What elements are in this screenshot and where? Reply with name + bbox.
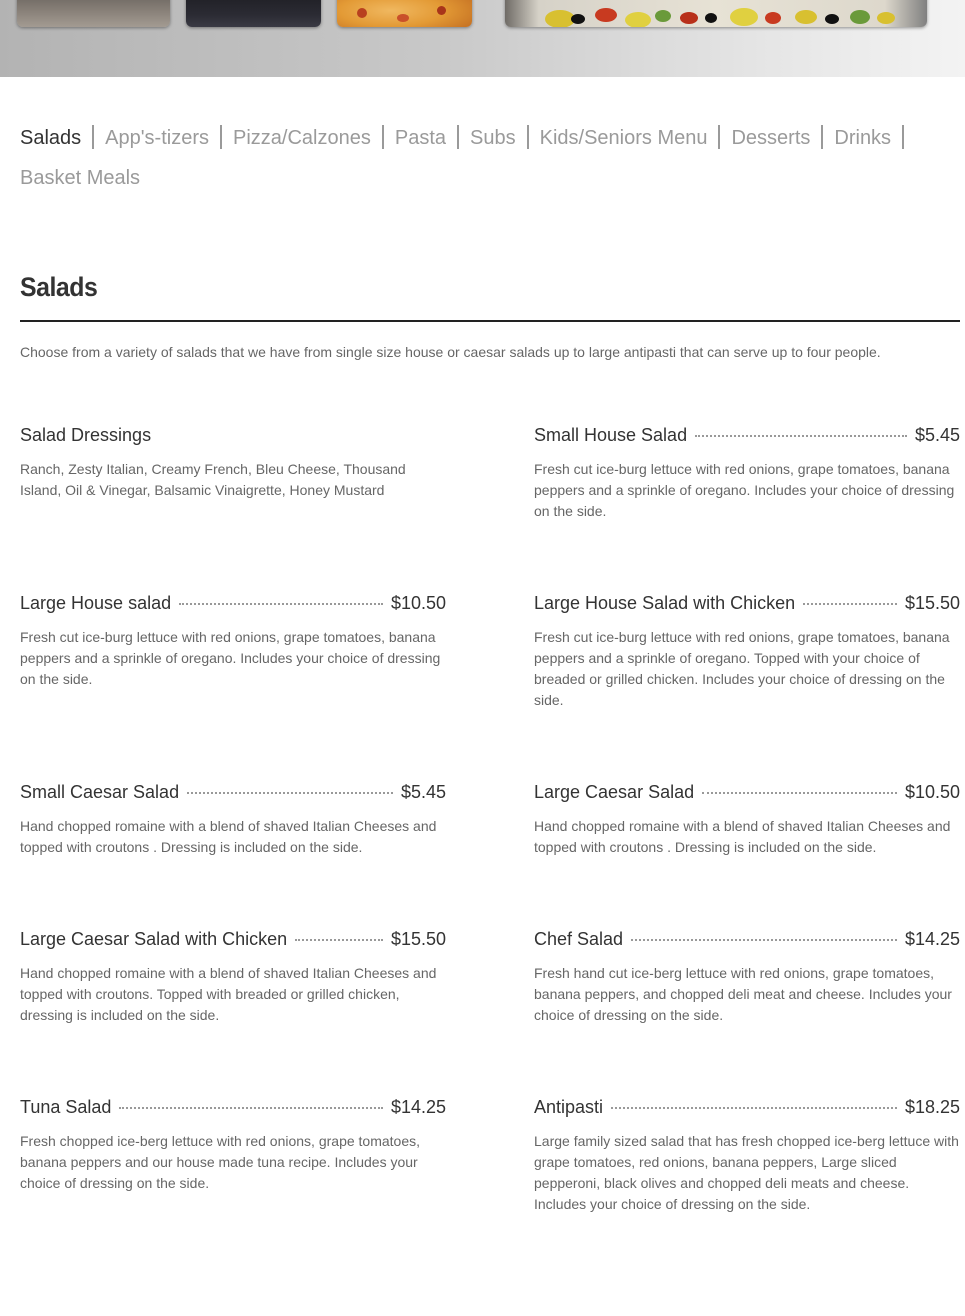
menu-item: [20, 782, 446, 858]
nav-item-pizza-calzones[interactable]: Pizza/Calzones: [233, 127, 371, 149]
gallery-image[interactable]: [186, 0, 321, 27]
nav-item-appetizers[interactable]: App's-tizers: [105, 127, 210, 149]
gallery-image[interactable]: [17, 0, 170, 27]
dot-leader: [119, 1107, 383, 1109]
nav-separator: [457, 125, 459, 149]
menu-item: [20, 425, 446, 501]
menu-item-description: Fresh chopped ice-berg lettuce with red onions, grape tomatoes, banana peppers and our house made tuna recipe. Includes your choice of dressing on the side.: [20, 1133, 421, 1191]
menu-item-name: Small Caesar Salad: [20, 782, 180, 802]
nav-item-salads[interactable]: Salads: [20, 127, 82, 149]
menu-item-price: $14.25: [390, 1097, 446, 1117]
menu-item-name: Large House Salad with Chicken: [534, 593, 796, 613]
menu-item: [534, 593, 960, 711]
menu-item: [20, 593, 446, 690]
menu-item-description: Ranch, Zesty Italian, Creamy French, Bleu Cheese, Thousand Island, Oil & Vinegar, Balsamic Vinaigrette, Honey Mustard: [20, 461, 406, 498]
menu-item-name: Salad Dressings: [20, 425, 152, 445]
menu-item-description: Hand chopped romaine with a blend of shaved Italian Cheeses and topped with croutons . Dressing is included on the side.: [20, 818, 437, 855]
menu-item-price: $5.45: [914, 425, 960, 445]
dot-leader: [702, 792, 897, 794]
dot-leader: [803, 603, 897, 605]
dot-leader: [631, 939, 897, 941]
menu-item: [534, 1097, 960, 1215]
menu-item-description: Fresh cut ice-burg lettuce with red onions, grape tomatoes, banana peppers and a sprinkle of oregano. Includes your choice of dressing on the side.: [534, 461, 955, 519]
gallery-image[interactable]: [505, 0, 927, 27]
menu-item: [534, 929, 960, 1026]
menu-item-description: Fresh cut ice-burg lettuce with red onions, grape tomatoes, banana peppers and a sprinkle of oregano. Includes your choice of dressing on the side.: [20, 629, 441, 687]
menu-item-name: Large Caesar Salad with Chicken: [20, 929, 288, 949]
menu-item-price: $15.50: [390, 929, 446, 949]
nav-separator: [821, 125, 823, 149]
gallery-image[interactable]: [337, 0, 472, 27]
dot-leader: [295, 939, 383, 941]
menu-item-description: Fresh cut ice-burg lettuce with red onions, grape tomatoes, banana peppers and a sprinkle of oregano. Topped with your choice of breaded or grilled chicken. Includes your choice of dressing on the side.: [534, 629, 950, 708]
menu-category-nav: [20, 118, 920, 198]
menu-item-description: Large family sized salad that has fresh chopped ice-berg lettuce with grape tomatoes, red onions, banana peppers, Large sliced pepperoni, black olives and chopped deli meats and cheese. Includes your choice of dressing on the side.: [534, 1133, 959, 1212]
menu-item-name: Large House salad: [20, 593, 172, 613]
menu-item-price: $14.25: [904, 929, 960, 949]
nav-separator: [902, 125, 904, 149]
section-divider: [20, 320, 960, 322]
menu-item-description: Hand chopped romaine with a blend of shaved Italian Cheeses and topped with croutons . Dressing is included on the side.: [534, 818, 951, 855]
section-description: Choose from a variety of salads that we have from single size house or caesar salads up to large antipasti that can serve up to four people.: [20, 344, 881, 360]
nav-item-basket-meals[interactable]: Basket Meals: [20, 167, 141, 189]
menu-item-price: $10.50: [904, 782, 960, 802]
nav-separator: [92, 125, 94, 149]
nav-item-kids-seniors[interactable]: Kids/Seniors Menu: [539, 127, 708, 149]
menu-item-price: $15.50: [904, 593, 960, 613]
menu-item-description: Hand chopped romaine with a blend of shaved Italian Cheeses and topped with croutons. Topped with breaded or grilled chicken, dressing is included on the side.: [20, 965, 437, 1023]
nav-item-pasta[interactable]: Pasta: [394, 127, 447, 149]
nav-item-desserts[interactable]: Desserts: [731, 127, 811, 149]
nav-item-drinks[interactable]: Drinks: [834, 127, 892, 149]
section-title: Salads: [20, 272, 98, 302]
menu-item-name: Tuna Salad: [20, 1097, 112, 1117]
menu-item: [534, 782, 960, 858]
nav-separator: [718, 125, 720, 149]
dot-leader: [611, 1107, 897, 1109]
dot-leader: [179, 603, 383, 605]
menu-item: [534, 425, 960, 522]
nav-item-subs[interactable]: Subs: [470, 127, 516, 149]
menu-item-name: Large Caesar Salad: [534, 782, 695, 802]
nav-separator: [382, 125, 384, 149]
menu-item: [20, 1097, 446, 1194]
menu-item-price: $18.25: [904, 1097, 960, 1117]
dot-leader: [695, 435, 907, 437]
menu-item-price: $5.45: [400, 782, 446, 802]
dot-leader: [187, 792, 393, 794]
hero-banner: [0, 0, 965, 77]
nav-separator: [220, 125, 222, 149]
menu-item-name: Small House Salad: [534, 425, 688, 445]
menu-item-name: Antipasti: [534, 1097, 604, 1117]
menu-item-name: Chef Salad: [534, 929, 624, 949]
menu-item: [20, 929, 446, 1026]
menu-item-description: Fresh hand cut ice-berg lettuce with red onions, grape tomatoes, banana peppers, and chopped deli meat and cheese. Includes your choice of dressing on the side.: [534, 965, 952, 1023]
nav-separator: [527, 125, 529, 149]
menu-item-price: $10.50: [390, 593, 446, 613]
